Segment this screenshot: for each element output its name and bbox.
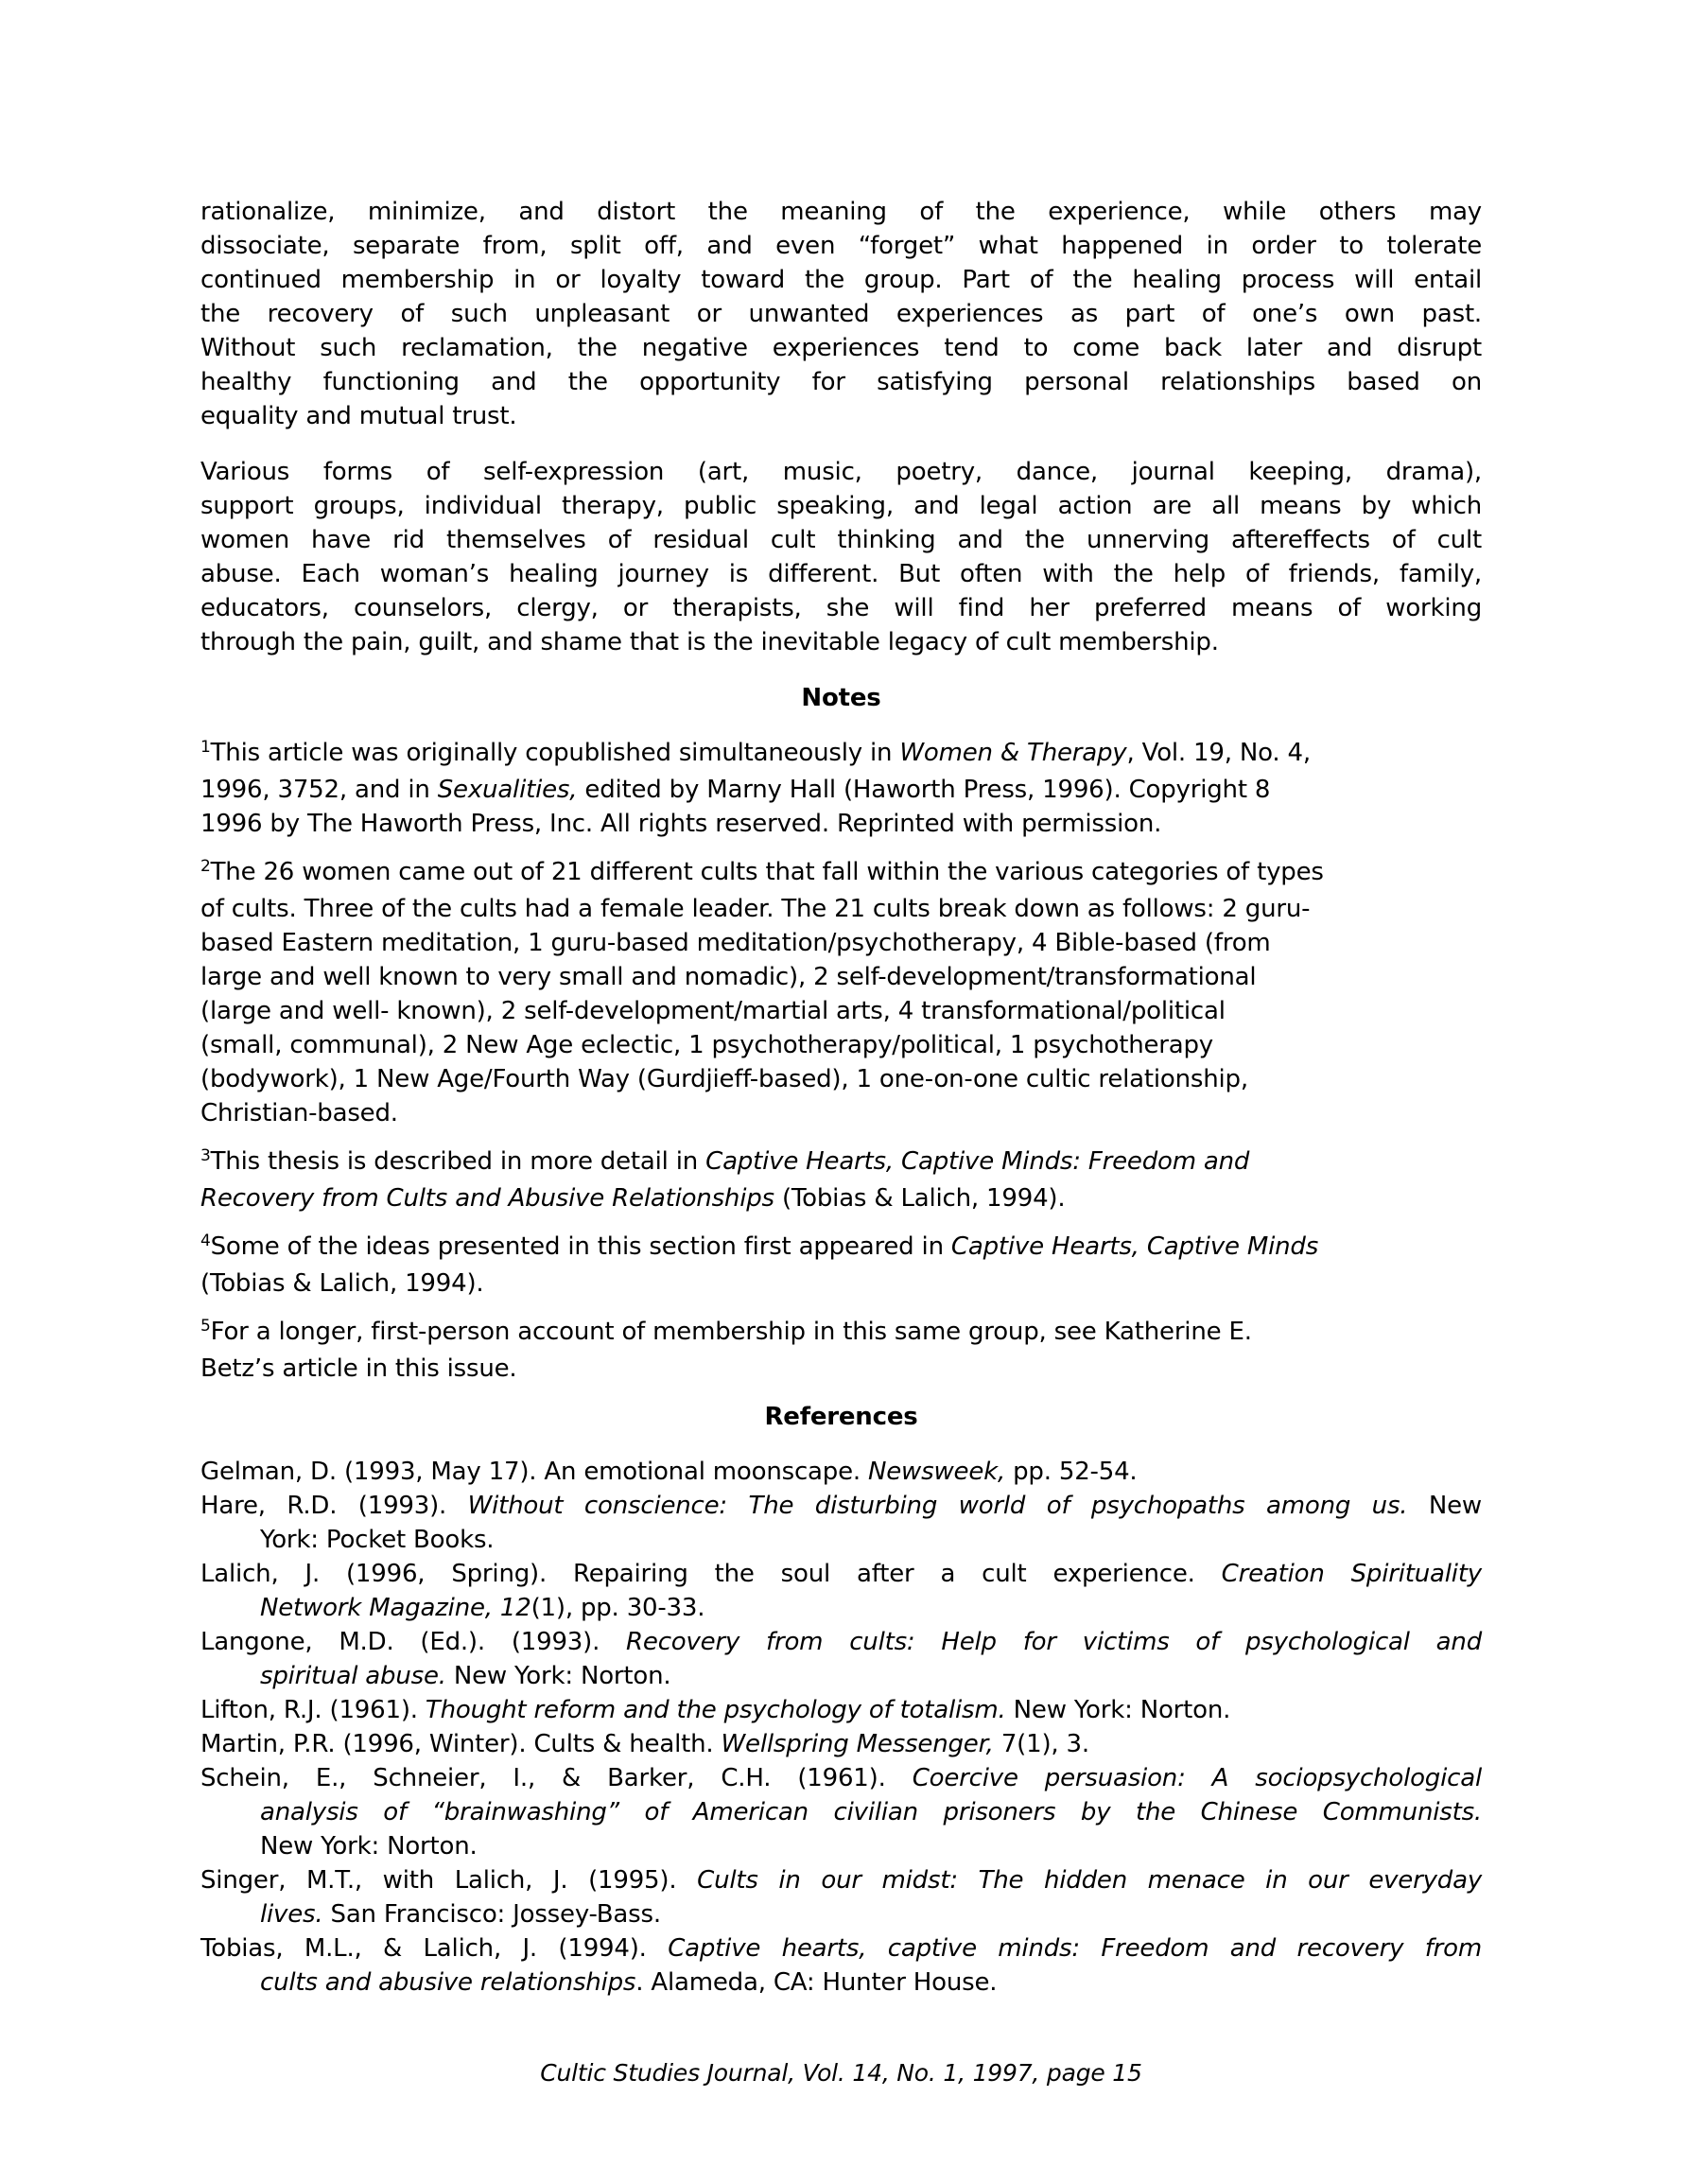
text-line (200, 960, 1482, 994)
text-segment: Recovery from cults: Help for victims of psychological and (626, 1628, 1482, 1656)
footnote-number: 4 (200, 1232, 211, 1250)
text-segment: Captive Hearts, Captive Minds (950, 1232, 1319, 1261)
text-segment: Newsweek, (868, 1458, 1006, 1486)
text-segment: educators, counselors, clergy, or therapists, she will find her preferred means of working (200, 594, 1482, 622)
text-segment: This thesis is described in more detail in (210, 1147, 706, 1176)
text-line (200, 1230, 1482, 1267)
note-4 (200, 1230, 1482, 1301)
text-segment: analysis of “brainwashing” of American civilian prisoners by the Chinese Communists. (260, 1798, 1482, 1826)
text-segment: support groups, individual therapy, public speaking, and legal action are all means by which (200, 492, 1482, 520)
text-segment: abuse. Each woman’s healing journey is different. But often with the help of friends, family, (200, 560, 1482, 588)
text-segment: Creation Spirituality (1221, 1560, 1482, 1588)
footnote-number: 1 (200, 738, 211, 757)
text-segment: (small, communal), 2 New Age eclectic, 1 psychotherapy/political, 1 psychotherapy (200, 1031, 1213, 1059)
text-segment: through the pain, guilt, and shame that is the inevitable legacy of cult membership. (200, 628, 1219, 656)
footnote-number: 2 (200, 857, 211, 876)
text-segment: Sexualities, (437, 776, 578, 804)
reference-gelman (200, 1455, 1482, 1489)
reference-hare (200, 1489, 1482, 1557)
reference-langone (200, 1625, 1482, 1693)
text-segment: Coercive persuasion: A sociopsychological (912, 1764, 1482, 1792)
text-line (200, 489, 1482, 523)
text-line (200, 1028, 1482, 1062)
footnote-number: 5 (200, 1317, 211, 1336)
reference-lalich (200, 1557, 1482, 1625)
text-segment: cults and abusive relationships (260, 1968, 636, 1997)
text-segment: Thought reform and the psychology of totalism. (425, 1696, 1006, 1724)
text-line (200, 557, 1482, 591)
text-line (200, 625, 1482, 659)
text-segment: York: Pocket Books. (260, 1526, 495, 1554)
text-segment: Singer, M.T., with Lalich, J. (1995). (200, 1866, 698, 1895)
text-segment: Various forms of self-expression (art, music, poetry, dance, journal keeping, drama), (200, 458, 1482, 486)
text-line (200, 926, 1482, 960)
text-segment: New York: Norton. (260, 1832, 478, 1861)
text-line (200, 1523, 1482, 1557)
text-segment: Betz’s article in this issue. (200, 1354, 517, 1383)
text-line (200, 1489, 1482, 1523)
text-line (200, 1144, 1482, 1181)
text-segment: (Tobias & Lalich, 1994). (774, 1184, 1066, 1213)
text-line (200, 1181, 1482, 1215)
reference-singer (200, 1863, 1482, 1931)
text-line (200, 807, 1482, 841)
text-segment: spiritual abuse. (260, 1662, 446, 1690)
text-segment: women have rid themselves of residual cult thinking and the unnerving aftereffects of cult (200, 526, 1482, 554)
text-segment: New York: Norton. (445, 1662, 671, 1690)
text-segment: 1996 by The Haworth Press, Inc. All rights reserved. Reprinted with permission. (200, 810, 1162, 838)
text-segment: San Francisco: Jossey-Bass. (322, 1900, 661, 1929)
text-segment: dissociate, separate from, split off, and even “forget” what happened in order to tolerate (200, 232, 1482, 260)
reference-lifton (200, 1693, 1482, 1727)
text-line (200, 297, 1482, 331)
text-segment: 7(1), 3. (993, 1730, 1089, 1758)
text-segment: 1996, 3752, and in (200, 776, 438, 804)
text-segment: New (1407, 1492, 1483, 1520)
text-segment: of cults. Three of the cults had a female leader. The 21 cults break down as follows: 2 guru- (200, 895, 1311, 923)
text-line (200, 331, 1482, 365)
text-segment: New York: Norton. (1005, 1696, 1231, 1724)
body-paragraph-1 (200, 195, 1482, 433)
text-segment: Captive hearts, captive minds: Freedom and recovery from (668, 1934, 1482, 1963)
text-segment: edited by Marny Hall (Haworth Press, 1996). Copyright 8 (577, 776, 1271, 804)
text-line (200, 455, 1482, 489)
text-line (200, 994, 1482, 1028)
text-segment: (1), pp. 30-33. (530, 1594, 705, 1622)
text-segment: Cults in our midst: The hidden menace in our everyday (697, 1866, 1483, 1895)
text-segment: The 26 women came out of 21 different cults that fall within the various categories of types (210, 858, 1324, 886)
notes-heading: Notes (801, 684, 881, 712)
text-line (200, 1659, 1482, 1693)
text-segment: based Eastern meditation, 1 guru-based meditation/psychotherapy, 4 Bible-based (from (200, 929, 1271, 957)
text-segment: (Tobias & Lalich, 1994). (200, 1269, 484, 1298)
text-line (200, 1625, 1482, 1659)
text-line (200, 399, 1482, 433)
footnote-number: 3 (200, 1146, 211, 1165)
reference-tobias (200, 1931, 1482, 2000)
text-segment: (bodywork), 1 New Age/Fourth Way (Gurdjieff-based), 1 one-on-one cultic relationship, (200, 1065, 1248, 1093)
text-line (200, 1693, 1482, 1727)
text-segment: Gelman, D. (1993, May 17). An emotional moonscape. (200, 1458, 869, 1486)
text-line (200, 1931, 1482, 1966)
text-segment: Christian-based. (200, 1099, 398, 1127)
body-paragraph-2 (200, 455, 1482, 659)
text-segment: lives. (260, 1900, 323, 1929)
text-line (200, 1727, 1482, 1761)
text-segment: pp. 52-54. (1005, 1458, 1138, 1486)
text-line (200, 263, 1482, 297)
reference-martin (200, 1727, 1482, 1761)
text-line (200, 523, 1482, 557)
text-line (200, 1795, 1482, 1829)
text-segment: Wellspring Messenger, (721, 1730, 994, 1758)
text-segment: (large and well- known), 2 self-development/martial arts, 4 transformational/political (200, 997, 1226, 1025)
text-segment: Without conscience: The disturbing world of psychopaths among us. (467, 1492, 1408, 1520)
text-line (200, 1761, 1482, 1795)
text-segment: Martin, P.R. (1996, Winter). Cults & health. (200, 1730, 722, 1758)
text-line (200, 1863, 1482, 1897)
text-line (200, 855, 1482, 892)
text-segment: the recovery of such unpleasant or unwanted experiences as part of one’s own past. (200, 300, 1482, 328)
text-line (200, 1062, 1482, 1096)
reference-schein (200, 1761, 1482, 1863)
text-line (200, 1455, 1482, 1489)
text-segment: Tobias, M.L., & Lalich, J. (1994). (200, 1934, 669, 1963)
text-line (200, 1096, 1482, 1130)
text-segment: Recovery from Cults and Abusive Relationships (200, 1184, 774, 1213)
text-segment: Some of the ideas presented in this section first appeared in (210, 1232, 951, 1261)
text-line (200, 1829, 1482, 1863)
text-segment: healthy functioning and the opportunity for satisfying personal relationships based on (200, 368, 1482, 396)
page-footer: Cultic Studies Journal, Vol. 14, No. 1, 1997, page 15 (540, 2059, 1142, 2087)
text-segment: Hare, R.D. (1993). (200, 1492, 468, 1520)
text-segment: Lalich, J. (1996, Spring). Repairing the soul after a cult experience. (200, 1560, 1222, 1588)
note-3 (200, 1144, 1482, 1215)
text-line (200, 1267, 1482, 1301)
text-line (200, 1591, 1482, 1625)
text-line (200, 1966, 1482, 2000)
text-line (200, 773, 1482, 807)
text-line (200, 892, 1482, 926)
text-segment: . Alameda, CA: Hunter House. (635, 1968, 998, 1997)
text-line (200, 1315, 1482, 1352)
text-line (200, 229, 1482, 263)
text-segment: Network Magazine, 12 (260, 1594, 531, 1622)
text-segment: Without such reclamation, the negative experiences tend to come back later and disrupt (200, 334, 1482, 362)
references-heading: References (764, 1403, 918, 1431)
text-segment: large and well known to very small and nomadic), 2 self-development/transformational (200, 963, 1257, 991)
text-segment: Lifton, R.J. (1961). (200, 1696, 426, 1724)
text-segment: This article was originally copublished simultaneously in (210, 739, 900, 767)
text-segment: equality and mutual trust. (200, 402, 517, 430)
text-line (200, 365, 1482, 399)
text-segment: For a longer, first-person account of membership in this same group, see Katherine E. (210, 1318, 1252, 1346)
note-2 (200, 855, 1482, 1130)
text-line (200, 195, 1482, 229)
note-1 (200, 736, 1482, 841)
text-line (200, 591, 1482, 625)
document-content (200, 195, 1482, 2090)
text-segment: , Vol. 19, No. 4, (1126, 739, 1311, 767)
text-line (200, 1897, 1482, 1931)
text-line (200, 1352, 1482, 1386)
text-segment: Women & Therapy (899, 739, 1127, 767)
text-segment: Captive Hearts, Captive Minds: Freedom and (705, 1147, 1250, 1176)
note-5 (200, 1315, 1482, 1386)
text-line (200, 1557, 1482, 1591)
text-segment: Schein, E., Schneier, I., & Barker, C.H. (1961). (200, 1764, 913, 1792)
text-line (200, 736, 1482, 773)
text-segment: continued membership in or loyalty toward the group. Part of the healing process will entail (200, 266, 1482, 294)
text-segment: Langone, M.D. (Ed.). (1993). (200, 1628, 627, 1656)
text-segment: rationalize, minimize, and distort the meaning of the experience, while others may (200, 198, 1482, 226)
